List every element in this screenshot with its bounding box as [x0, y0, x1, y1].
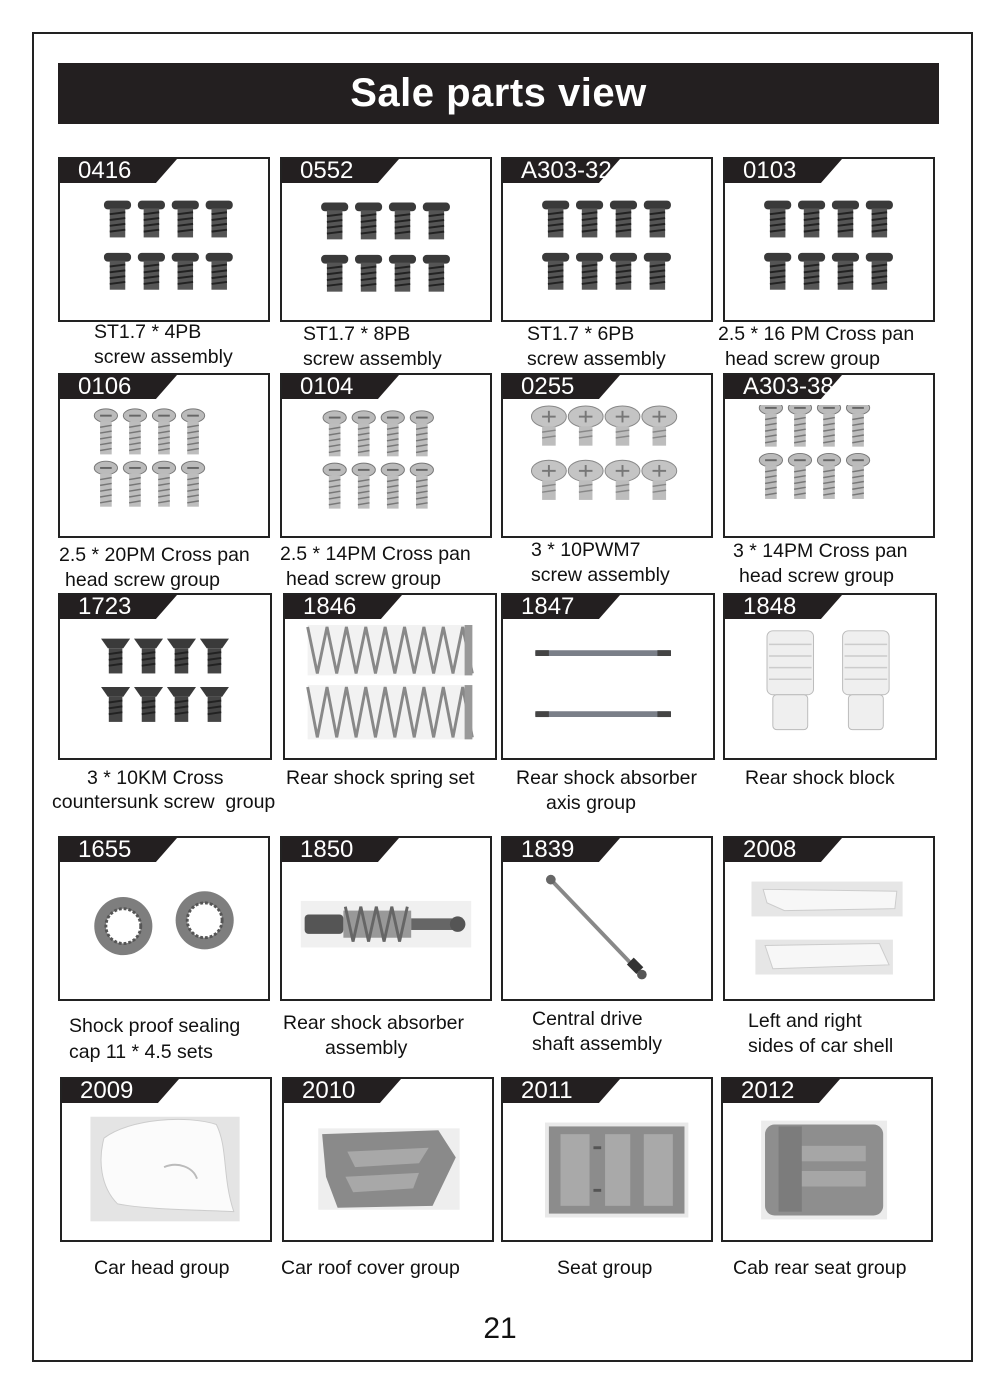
axis-rod-icon	[511, 625, 705, 750]
part-card	[501, 373, 713, 538]
part-caption-line2: shaft assembly	[532, 1033, 663, 1055]
part-box	[723, 593, 937, 760]
part-box	[283, 593, 497, 760]
part-box	[723, 373, 935, 538]
part-caption-line1: 3 * 14PM Cross pan	[733, 540, 908, 562]
drive-shaft-icon	[511, 868, 703, 991]
part-caption-line2: head screw group	[65, 569, 221, 591]
part-box	[501, 373, 713, 538]
long-screw-icon	[68, 405, 260, 528]
part-code: A303-38	[743, 373, 834, 400]
pan-screw-icon	[290, 189, 482, 312]
part-card	[280, 373, 492, 538]
part-caption-line1: 2.5 * 14PM Cross pan	[280, 543, 471, 565]
part-caption-line2: sides of car shell	[748, 1035, 894, 1057]
part-caption-line1: Shock proof sealing	[69, 1015, 241, 1037]
part-caption-line1: ST1.7 * 6PB	[527, 323, 635, 345]
part-card	[501, 157, 713, 322]
rear-seat-icon	[731, 1109, 923, 1232]
part-code: 2009	[80, 1077, 134, 1104]
part-caption-line2: screw assembly	[94, 346, 233, 368]
pan-screw-icon	[511, 189, 703, 312]
part-code: A303-32	[521, 157, 612, 184]
part-box	[58, 157, 270, 322]
car-head-icon	[70, 1109, 262, 1232]
part-box	[282, 1077, 494, 1242]
pan-screw-icon	[733, 189, 925, 312]
part-card	[723, 593, 937, 760]
part-caption-line1: Left and right	[748, 1010, 862, 1032]
part-card	[280, 836, 492, 1001]
part-code: 0106	[78, 373, 132, 400]
part-caption-line2: cap 11 * 4.5 sets	[69, 1041, 213, 1063]
part-card	[60, 1077, 272, 1242]
part-caption-line1: Car roof cover group	[281, 1257, 460, 1279]
part-caption-line1: Car head group	[94, 1257, 230, 1279]
part-box	[58, 373, 270, 538]
part-caption-line2: axis group	[546, 792, 636, 814]
long-screw-icon	[290, 405, 482, 528]
part-caption-line2: countersunk screw group	[52, 791, 276, 813]
part-card	[58, 157, 270, 322]
page-title: Sale parts view	[58, 63, 939, 124]
part-caption-line2: head screw group	[739, 565, 895, 587]
part-code: 0416	[78, 157, 132, 184]
seat-icon	[511, 1109, 703, 1232]
part-caption-line1: 3 * 10PWM7	[531, 539, 641, 561]
part-card	[723, 157, 935, 322]
part-code: 1850	[300, 836, 354, 863]
part-code: 2010	[302, 1077, 356, 1104]
part-code: 2008	[743, 836, 797, 863]
part-box	[58, 836, 270, 1001]
part-code: 0552	[300, 157, 354, 184]
part-caption-line1: ST1.7 * 4PB	[94, 321, 202, 343]
part-caption-line2: screw assembly	[527, 348, 666, 370]
long-screw-icon	[733, 405, 925, 528]
pan-screw-icon	[68, 189, 260, 312]
part-caption-line1: Rear shock absorber	[283, 1012, 465, 1034]
part-card	[723, 373, 935, 538]
shock-absorber-icon	[290, 868, 482, 991]
part-code: 1839	[521, 836, 575, 863]
part-code: 0104	[300, 373, 354, 400]
part-box	[501, 157, 713, 322]
washer-screw-icon	[511, 405, 703, 528]
part-caption-line2: head screw group	[725, 348, 881, 370]
part-card	[501, 1077, 713, 1242]
part-caption-line2: screw assembly	[531, 564, 670, 586]
part-box	[723, 157, 935, 322]
part-caption-line2: screw assembly	[303, 348, 442, 370]
part-box	[721, 1077, 933, 1242]
part-card	[58, 593, 272, 760]
part-caption-line1: 2.5 * 16 PM Cross pan	[718, 323, 915, 345]
part-code: 1846	[303, 593, 357, 620]
part-caption-line1: Rear shock block	[745, 767, 895, 789]
part-card	[721, 1077, 933, 1242]
part-box	[280, 836, 492, 1001]
part-card	[282, 1077, 494, 1242]
part-caption-line1: 2.5 * 20PM Cross pan	[59, 544, 250, 566]
part-caption-line2: assembly	[325, 1037, 408, 1059]
roof-cover-icon	[292, 1109, 484, 1232]
part-code: 0103	[743, 157, 797, 184]
part-box	[280, 157, 492, 322]
part-caption-line1: Central drive	[532, 1008, 643, 1030]
part-caption-line1: ST1.7 * 8PB	[303, 323, 411, 345]
part-card	[280, 157, 492, 322]
sealing-cap-icon	[68, 868, 260, 991]
page-number: 21	[483, 1312, 517, 1345]
shock-block-icon	[733, 625, 927, 750]
part-caption-line2: head screw group	[286, 568, 442, 590]
spring-icon	[293, 625, 487, 750]
part-code: 1723	[78, 593, 132, 620]
part-code: 1847	[521, 593, 575, 620]
part-code: 1655	[78, 836, 132, 863]
part-box	[723, 836, 935, 1001]
part-code: 0255	[521, 373, 575, 400]
part-code: 2012	[741, 1077, 795, 1104]
part-box	[501, 593, 715, 760]
part-card	[723, 836, 935, 1001]
part-card	[283, 593, 497, 760]
part-caption-line1: Seat group	[557, 1257, 653, 1279]
part-card	[501, 593, 715, 760]
car-shell-icon	[733, 868, 925, 991]
countersunk-screw-icon	[68, 625, 262, 750]
part-card	[58, 373, 270, 538]
part-box	[501, 836, 713, 1001]
part-caption-line1: Cab rear seat group	[733, 1257, 907, 1279]
part-code: 1848	[743, 593, 797, 620]
part-card	[58, 836, 270, 1001]
part-box	[280, 373, 492, 538]
part-caption-line1: Rear shock spring set	[286, 767, 475, 789]
part-box	[501, 1077, 713, 1242]
part-box	[60, 1077, 272, 1242]
part-code: 2011	[521, 1077, 573, 1104]
part-card	[501, 836, 713, 1001]
part-caption-line1: 3 * 10KM Cross	[87, 767, 224, 789]
part-box	[58, 593, 272, 760]
part-caption-line1: Rear shock absorber	[516, 767, 698, 789]
